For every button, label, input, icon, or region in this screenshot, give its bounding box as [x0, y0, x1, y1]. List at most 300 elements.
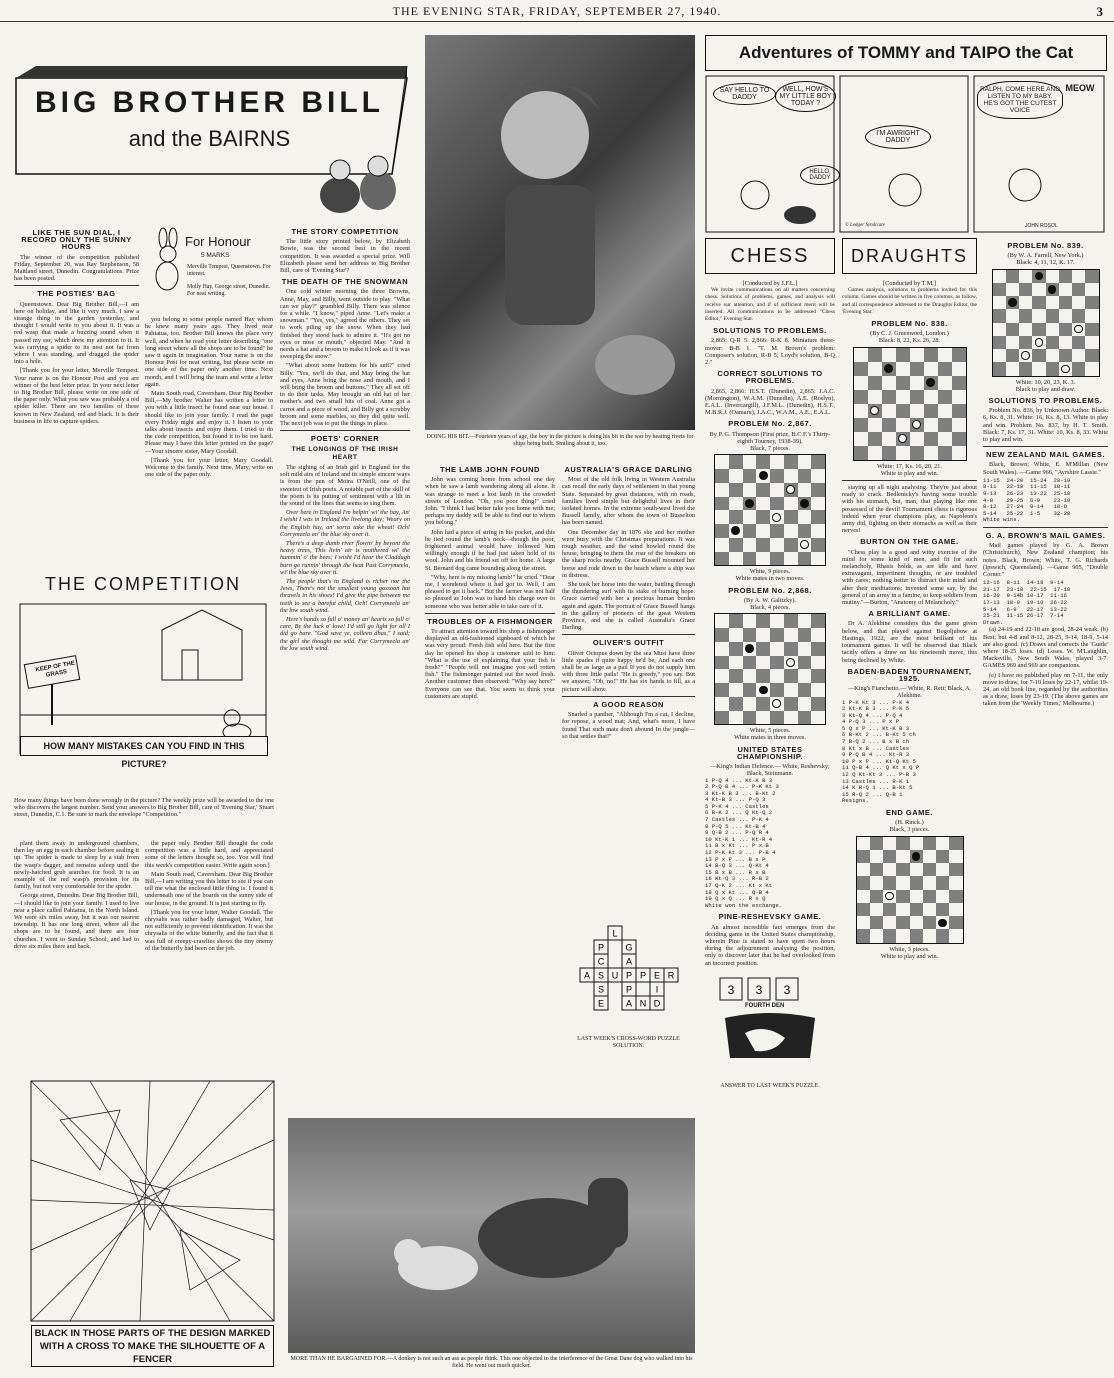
- crossword-letter: E: [653, 970, 661, 981]
- board-square: [743, 697, 757, 711]
- board-square: [798, 697, 812, 711]
- board-square: [870, 916, 883, 929]
- board-square: [1059, 349, 1072, 362]
- grace-heading: AUSTRALIA'S GRACE DARLING: [564, 465, 693, 474]
- board-square: [952, 390, 966, 404]
- draughts-board-1: [853, 347, 967, 461]
- board-square: [715, 683, 729, 697]
- draughts-p2-black: Black: 4, 11, 12, K. 17.: [1016, 259, 1075, 267]
- photo-boy-rivets: [425, 35, 695, 430]
- den-digit-3: 3: [783, 982, 791, 997]
- board-square: [729, 669, 743, 683]
- board-square: [743, 683, 757, 697]
- board-square: [1046, 323, 1059, 336]
- board-square: [868, 432, 882, 446]
- board-square: [896, 348, 910, 362]
- board-square: [896, 446, 910, 460]
- board-square: [910, 837, 923, 850]
- board-square: [715, 510, 729, 524]
- board-square: [924, 418, 938, 432]
- board-square: [896, 903, 909, 916]
- board-square: [1059, 283, 1072, 296]
- board-square: [1032, 349, 1045, 362]
- board-square: [910, 404, 924, 418]
- board-square: [854, 348, 868, 362]
- chess-p1-white: White, 9 pieces.: [749, 568, 791, 576]
- board-square: [924, 348, 938, 362]
- board-square: [896, 837, 909, 850]
- board-square: [938, 404, 952, 418]
- board-square: [870, 903, 883, 916]
- board-square: [1032, 309, 1045, 322]
- board-square: [910, 929, 923, 942]
- board-square: [910, 376, 924, 390]
- masthead: [0, 4, 1114, 22]
- board-piece: [1061, 365, 1069, 373]
- board-square: [882, 376, 896, 390]
- board-square: [868, 404, 882, 418]
- fourth-den-puzzle: [715, 973, 825, 1083]
- board-square: [1046, 283, 1059, 296]
- board-square: [811, 483, 825, 497]
- board-square: [993, 336, 1006, 349]
- board-square: [883, 837, 896, 850]
- board-square: [784, 552, 798, 566]
- board-square: [924, 404, 938, 418]
- board-square: [811, 628, 825, 642]
- chess-endgame-by: (H. Rinck.): [895, 819, 924, 827]
- irish-p5: Here's hands so full o' money an' hearts so full o' care, By the luck o' love! I'd still go light for all I did go bare. "God save ye, colleen dhas," I said; the girl she thought me wild. Far Corrymeela an' the low south wind.: [280, 615, 410, 652]
- competition-banner: HOW MANY MISTAKES CAN YOU FIND IN THIS PICTURE?: [20, 736, 268, 756]
- board-square: [854, 362, 868, 376]
- draughts-p2-heading: PROBLEM No. 839.: [1007, 241, 1084, 250]
- board-piece: [786, 485, 795, 494]
- rabbit-icon: [145, 228, 185, 298]
- board-square: [729, 538, 743, 552]
- board-square: [883, 890, 896, 903]
- poets-heading: POETS' CORNER: [310, 434, 380, 444]
- board-square: [923, 863, 936, 876]
- board-square: [715, 469, 729, 483]
- draughts-p1-black: Black: 8, 22, Ks. 26, 28.: [878, 337, 941, 345]
- board-square: [729, 711, 743, 725]
- board-square: [811, 614, 825, 628]
- board-square: [770, 711, 784, 725]
- board-square: [1006, 336, 1019, 349]
- draughts-p1-by: (By C. J. Greenword, London.): [870, 330, 949, 338]
- chess-p2-by: (By A. W. Galitzky).: [743, 596, 797, 604]
- board-square: [923, 876, 936, 889]
- lower-p4: Main South road, Caversham. Dear Big Brother Bill,—I am writing you this letter to see if you can tell me what the enclosed little thing is. I found it underneath one of the boards on the sunny side of our house, in the ground. It is just starting to fly.: [145, 870, 273, 907]
- keep-off-sign: KEEP OF THE GRASS: [35, 660, 76, 679]
- board-square: [910, 850, 923, 863]
- board-square: [770, 497, 784, 511]
- honour-entry-2: Molly Hay, George street, Dunedin. For neat writing.: [187, 284, 271, 297]
- draughts-p2-white: White: 10, 20, 23, K. 3.: [1015, 378, 1076, 386]
- board-square: [1059, 336, 1072, 349]
- board-square: [1085, 323, 1098, 336]
- board-square: [1032, 362, 1045, 375]
- comic-bubble-4: HELLO, DADDY: [800, 165, 840, 185]
- board-piece: [759, 471, 768, 480]
- board-square: [743, 711, 757, 725]
- comic-bubble-2: WELL, HOW'S MY LITTLE BOY TODAY ?: [775, 81, 836, 112]
- board-square: [1006, 362, 1019, 375]
- board-square: [798, 656, 812, 670]
- board-square: [715, 642, 729, 656]
- chess-header: [705, 238, 835, 274]
- board-square: [952, 404, 966, 418]
- board-square: [743, 669, 757, 683]
- board-square: [798, 711, 812, 725]
- board-piece: [745, 499, 754, 508]
- board-square: [882, 404, 896, 418]
- board-square: [910, 876, 923, 889]
- chess-endgame-black: Black, 3 pieces.: [889, 826, 930, 834]
- board-square: [1019, 349, 1032, 362]
- comic-bubble-5: RALPH, COME HERE AND LISTEN TO MY BABY. HE'S GOT THE CUTEST VOICE: [977, 81, 1063, 119]
- board-square: [1085, 283, 1098, 296]
- board-square: [1006, 296, 1019, 309]
- board-square: [936, 890, 949, 903]
- chess-correct: 2,865, 2,866: H.S.T. (Dunedin), 2,865: J.A.C. (Mornington), W.A.M. (Dunedin), A.E. (Roslyn), E.A.L. (Invercargill), J.F.M.L. (Dunedin), H.S.T., M.B.R.J. (Oamaru), J.A.C., W.A.M., A.E., E.A.L.: [705, 387, 835, 417]
- board-square: [910, 390, 924, 404]
- board-square: [770, 683, 784, 697]
- board-square: [924, 376, 938, 390]
- board-square: [924, 446, 938, 460]
- board-square: [896, 390, 910, 404]
- board-square: [743, 642, 757, 656]
- board-square: [883, 863, 896, 876]
- draughts-intro: Games analysis, solutions to problems invited for this column. Games should be written in five columns, as follow, and all correspondence addressed to the Draughts Editor, the 'Evening Star.': [842, 287, 977, 315]
- crossword-letter: A: [583, 970, 591, 981]
- board-square: [868, 418, 882, 432]
- draughts-brown-text: Mail games played by G. A. Brown (Christchurch), New Zealand champion; his notes. Black, Brown; White, T. G. Richards (Ipswich, Queensland). —Game 905, "Double Corner.": [983, 542, 1108, 579]
- middle-column-1: [425, 462, 555, 862]
- honour-box: [145, 228, 273, 308]
- board-square: [811, 552, 825, 566]
- board-square: [798, 628, 812, 642]
- draughts-p2-by: (By W. A. Farrell, New York.): [1007, 252, 1084, 260]
- board-square: [798, 469, 812, 483]
- board-square: [798, 538, 812, 552]
- board-square: [870, 876, 883, 889]
- board-square: [896, 850, 909, 863]
- board-square: [923, 837, 936, 850]
- irish-p4: The people that's in England is richer nor the Jews, There's not the smallest young gossoon but thravels in his shoes! I'd give the pipe between me teeth to see a barefut child, Och! Corrymeela an' the low south wind.: [280, 577, 410, 614]
- board-square: [910, 362, 924, 376]
- board-square: [854, 432, 868, 446]
- board-square: [896, 863, 909, 876]
- comic-title: Adventures of TOMMY and TAIPO the Cat: [705, 35, 1107, 71]
- board-square: [715, 614, 729, 628]
- board-square: [882, 432, 896, 446]
- sunny-text: The winner of the competition published Friday, September 20, was Ray Stephenson, 58 Maitland street, Dunedin. Congratulations. Prize has been posted.: [14, 253, 139, 283]
- board-square: [854, 446, 868, 460]
- board-square: [938, 362, 952, 376]
- chess-p1-by: By P. G. Thompson (First prize, B.C.F.'s Thirty-eighth Tourney, 1938-39).: [709, 430, 831, 445]
- board-square: [936, 850, 949, 863]
- board-square: [857, 890, 870, 903]
- board-square: [1046, 270, 1059, 283]
- board-square: [729, 614, 743, 628]
- board-piece: [1035, 272, 1043, 280]
- board-piece: [1048, 285, 1056, 293]
- board-square: [1032, 323, 1045, 336]
- board-piece: [938, 919, 946, 927]
- bbb-title: BIG BROTHER BILL: [35, 86, 384, 119]
- lower-p3: the paper only. Brother Bill thought the code competition was a little hard, and appreciated some of the letters thought so, too. You will find this week's competition easier. Write again soon.]: [145, 840, 273, 869]
- board-square: [1085, 336, 1098, 349]
- board-square: [729, 683, 743, 697]
- crossword-letter: S: [597, 970, 605, 981]
- board-square: [756, 683, 770, 697]
- chess-brilliant-heading: A BRILLIANT GAME.: [868, 609, 951, 619]
- board-square: [857, 850, 870, 863]
- board-piece: [1008, 298, 1016, 306]
- board-square: [924, 432, 938, 446]
- board-square: [936, 903, 949, 916]
- board-square: [1006, 323, 1019, 336]
- board-square: [1072, 270, 1085, 283]
- board-square: [715, 538, 729, 552]
- chess-endgame-task: White to play and win.: [880, 952, 939, 960]
- board-square: [1085, 296, 1098, 309]
- board-square: [811, 538, 825, 552]
- board-square: [936, 929, 949, 942]
- draughts-p1-white: White: 17, Ks. 16, 20, 21.: [876, 462, 943, 470]
- competition-box: [12, 530, 274, 790]
- board-square: [1085, 309, 1098, 322]
- board-square: [1059, 362, 1072, 375]
- chess-pine-text: An almost incredible fact emerges from the deciding game in the United States championship, wherein Pine is stated to have spent two hours during the adjournment analysing the position, only to discover later that he had overlooked from an incorrect position.: [705, 923, 835, 967]
- board-square: [910, 348, 924, 362]
- troubles-text: To attract attention toward his shop a fishmonger displayed an old-fashioned signboard of which he was very proud: Fresh fish sold here. But the first day he opened his shop a customer said to him: "What is the use of explaining that your fish is fresh?" "People will not imagine you sell rotten fish." The fishmonger painted out the word fresh. Another customer then observed: "Why say here?" Everyone can see that. You seem to think your customers are stupid.: [425, 628, 555, 700]
- board-square: [896, 916, 909, 929]
- board-square: [883, 916, 896, 929]
- board-square: [798, 614, 812, 628]
- chess-p1-black: Black, 7 pieces.: [750, 445, 790, 453]
- board-square: [743, 455, 757, 469]
- crossword-letter: L: [612, 928, 618, 939]
- board-square: [1085, 362, 1098, 375]
- board-square: [729, 483, 743, 497]
- board-square: [715, 628, 729, 642]
- board-square: [993, 323, 1006, 336]
- chess-usa-moves: 1 P-Q 4 ... Kt-K B 3 2 P-Q B 4 ... P-K Kt 3 3 Kt-K B 3 ... B-Kt 2 4 Kt-B 3 ... P-Q 3 5 P-K 4 ... Castles 6 B-K 2 ... Q Kt-Q 2 7 Castles ... P-K 4 8 P-Q 5 ... Kt-B 4 9 Q-B 2 ... P-Q R 4 10 Kt-K 1 ... Kt-R 4 11 B x Kt ... P x B 12 P-K Kt 3 ... P-B 4 13 P x P ... B x P 14 B-Q 3 ... Q-Kt 4 15 B x B ... R x B 16 Kt-Q 3 ... R-B 2 17 Q-K 2 ... Kt x Kt 18 Q x Kt ... Q-B 4 19 Q x Q ... R x Q White won the exchange.: [705, 776, 783, 909]
- draughts-nz-moves: 11-15 24-20 15-24 28-19 8-11 22-18 11-15 18-11 9-13 26-23 13-22 25-18 4-8 29-25 6-9 23-19 8-12 27-24 9-14 18-9 5-14 25-22 1-5 32-28 White wins.: [983, 476, 1071, 524]
- board-square: [896, 929, 909, 942]
- board-square: [949, 903, 962, 916]
- board-square: [936, 863, 949, 876]
- chess-correct-heading: CORRECT SOLUTIONS TO PROBLEMS.: [717, 369, 823, 386]
- board-square: [756, 669, 770, 683]
- snowman-p2: "What about some buttons for his suit?" cried Billy. "Yes, we'll do that, and May bring the hat and eyes, Anne bring the nose and mouth, and I will bring the broom and buttons." They all set off to do their tasks. May brought an old hat of her mother's and two small bits of coal. Anne got a carrot and a piece of wood, and Billy got a scrubby broom and some marbles, so they did quite well. The next job was to put the things in place.: [280, 362, 410, 428]
- board-piece: [800, 540, 809, 549]
- board-square: [770, 697, 784, 711]
- board-square: [854, 404, 868, 418]
- board-square: [743, 497, 757, 511]
- board-square: [756, 697, 770, 711]
- board-square: [923, 890, 936, 903]
- board-square: [1046, 296, 1059, 309]
- board-square: [715, 669, 729, 683]
- irish-p3: There's a deep dumb river flowin' by beyont the heavy trees, This livin' air is moithered wi' the hummin' o' the bees; I wisht I'd hear the Claddagh burn go runnin' through the heat Past Corrymeela, wi' the blue sky over it.: [280, 539, 410, 576]
- den-label: FOURTH DEN: [745, 1002, 785, 1009]
- board-piece: [731, 526, 740, 535]
- board-square: [1072, 283, 1085, 296]
- board-square: [1006, 309, 1019, 322]
- story-intro: The little story printed below, by Elizabeth Bowie, was the second best in the recent competition. It was awarded a special prize. Will Elizabeth please send her address to Big Brother Bill, care of 'Evening Star'?: [280, 238, 410, 275]
- lower-column-2: [145, 840, 273, 1070]
- middle-column-2: [562, 462, 695, 862]
- board-square: [1059, 309, 1072, 322]
- board-square: [949, 837, 962, 850]
- fencer-design-puzzle: [30, 1080, 275, 1370]
- board-square: [896, 876, 909, 889]
- board-square: [798, 483, 812, 497]
- board-square: [743, 552, 757, 566]
- board-square: [1046, 349, 1059, 362]
- chess-baden-heading: BADEN-BADEN TOURNAMENT, 1925.: [847, 666, 972, 683]
- draughts-notes: (a) 24-19 and 22-18 are good, 28-24 weak. (b) Best; but 4-8 and 8-12, 28-25, 9-14, 18-9, 5-14 are also good. (c) Draws and corrects the 'Guide' where 18-25 loses. (d) Loses. W. M'Laughlin, Macksville, New South Wales, played 3-7. GAMES 969 and 969 are companions.: [983, 626, 1108, 670]
- chess-p1-heading: PROBLEM No. 2,867.: [728, 419, 812, 429]
- board-square: [923, 929, 936, 942]
- lower-column-1: [14, 840, 139, 1070]
- lamb-heading: THE LAMB JOHN FOUND: [440, 465, 540, 474]
- board-square: [784, 469, 798, 483]
- board-square: [1072, 309, 1085, 322]
- story-heading: THE STORY COMPETITION: [291, 227, 399, 236]
- board-square: [770, 538, 784, 552]
- board-square: [1019, 296, 1032, 309]
- board-square: [993, 270, 1006, 283]
- bbb-column-2: [145, 316, 273, 526]
- photo-donkey-dog: [288, 1118, 695, 1353]
- board-square: [798, 683, 812, 697]
- board-square: [896, 376, 910, 390]
- board-square: [715, 497, 729, 511]
- board-square: [729, 524, 743, 538]
- crossword-solution: [562, 922, 695, 1052]
- board-square: [924, 390, 938, 404]
- board-piece: [885, 892, 893, 900]
- chess-baden-sub: —King's Fianchetto.— White, R. Reti; Black, A. Alekhine.: [847, 685, 972, 700]
- crossword-letter: R: [667, 970, 675, 981]
- lamb-p3: "Why, here is my missing lamb!" he cried. "Dear me, I wondered where it had got to. Well, I am pleased to get it back." But the farmer was not half so pleased as John was to hand his charge over to someone who was better able to take care of it.: [425, 573, 555, 610]
- board-square: [938, 432, 952, 446]
- crossword-letter: N: [639, 998, 647, 1009]
- lower-p2: George street, Dunedin. Dear Big Brother Bill,—I should like to join your family. I used to live near a place called Pahiatua, in the North Island. We were six miles away, but it was our nearest township. It has one long street, where all the shops are to be found, and there are four churches. I went to Sunday School, and had to drive six miles there and back.: [14, 892, 139, 950]
- grace-p3: She took her horse into the water, battling through the thundering surf with its stake of burning hope. Grace carried with her a precious human burden again and again. The portrait of Grace Bussell hangs in the gallery of pioneers of the great Western Province, and she is called Australia's Grace Darling.: [562, 581, 695, 632]
- reason-heading: A GOOD REASON: [593, 699, 664, 709]
- board-square: [910, 432, 924, 446]
- board-square: [756, 614, 770, 628]
- draughts-conducted: [Conducted by T.M.]: [883, 280, 936, 287]
- board-square: [770, 455, 784, 469]
- board-square: [1072, 323, 1085, 336]
- board-square: [784, 510, 798, 524]
- board-square: [1046, 336, 1059, 349]
- board-square: [770, 510, 784, 524]
- board-square: [870, 850, 883, 863]
- board-square: [729, 469, 743, 483]
- board-square: [729, 552, 743, 566]
- board-square: [854, 376, 868, 390]
- bbb-subtitle: and the BAIRNS: [128, 126, 291, 151]
- board-square: [1046, 309, 1059, 322]
- reason-text: Snarled a panther, "Although I'm a cat, I decline, for repose, a wood mat; And, what's more, I have found That such mats don't abound In the jungle—so that settles that!": [562, 711, 695, 740]
- board-square: [936, 837, 949, 850]
- board-square: [798, 669, 812, 683]
- competition-text: How many things have been done wrongly in the picture? The weekly prize will be awarded to the one who discovers the largest number. Send your answers to Big Brother Bill, care of 'Evening Star,' Stuart street, Dunedin, C.1. Be sure to mark the envelope "Competition.": [14, 797, 274, 819]
- board-piece: [912, 852, 920, 860]
- main-south-letter: Main South road, Caversham. Dear Big Brother Bill,—My brother Walter has written a letter to you with a little insect he found near our house. I should like to join your family. I read the page every Friday night and enjoy it. I listen to your talks about insects and enjoy them. I tried to do the code competition, but found it to be too hard. Please may I have this letter printed on the page?—Your sincere sister, Mary Goodall.: [145, 390, 273, 455]
- chess-board-endgame: [856, 836, 964, 944]
- board-square: [756, 469, 770, 483]
- board-square: [896, 362, 910, 376]
- chess-baden-moves: 1 P-K Kt 3 ... P-K 4 2 Kt-K B 3 ... P-K 5 3 Kt-Q 4 ... P-Q 4 4 P-Q 3 ... P x P 5 Q x P ... Kt-K B 3 6 B-Kt 2 ... B-Kt 5 ch 7 B-Q 2 ... B x B ch 8 Kt x B ... Castles 9 P-Q B 4 ... Kt-R 3 10 P x P ... Kt-Q Kt 5 11 Q-B 4 ... Q Kt x Q P 12 Q Kt-Kt 3 ... P-B 3 13 Castles ... R-K 1 14 K R-Q 1 ... B-Kt 5 15 R-Q 2 ... Q-B 1 Resigns.: [842, 698, 920, 805]
- board-square: [811, 683, 825, 697]
- board-square: [811, 510, 825, 524]
- board-piece: [772, 513, 781, 522]
- board-square: [938, 390, 952, 404]
- board-square: [993, 362, 1006, 375]
- board-square: [883, 929, 896, 942]
- board-square: [1019, 336, 1032, 349]
- board-square: [936, 876, 949, 889]
- masthead-text: THE EVENING STAR, FRIDAY, SEPTEMBER 27, 1940.: [392, 4, 722, 18]
- crossword-letter: G: [625, 942, 633, 953]
- main-south-reply: [Thank you for your letter, Mary Goodall. Welcome to the family. Next time, Mary, write on one side of the paper only.: [145, 456, 273, 479]
- comic-bubble-3: I'M AWRIGHT DADDY: [865, 125, 931, 149]
- board-square: [811, 455, 825, 469]
- draughts-nz-heading: NEW ZEALAND MAIL GAMES.: [986, 450, 1105, 460]
- board-square: [1046, 362, 1059, 375]
- comic-bubble-6: MEOW: [1065, 83, 1095, 93]
- board-square: [1059, 296, 1072, 309]
- board-square: [923, 916, 936, 929]
- comic-artist: JOHN ROSOL: [1025, 223, 1058, 229]
- board-square: [993, 309, 1006, 322]
- board-square: [949, 863, 962, 876]
- board-square: [784, 614, 798, 628]
- board-square: [811, 711, 825, 725]
- chess-p1-task: White mates in two moves.: [735, 575, 805, 583]
- board-square: [784, 628, 798, 642]
- board-piece: [884, 364, 893, 373]
- board-square: [1072, 296, 1085, 309]
- board-square: [715, 697, 729, 711]
- draughts-final: (e) I have no published play on 7-11, the only move to draw, for 7-10 loses by 22-17, whilst 19-24, an old book line, regarded by the authorities as a draw, loses by 23-19. (The above games are taken from the 'Weekly Times,' Melbourne.): [983, 671, 1108, 708]
- draughts-header: [842, 238, 977, 274]
- board-square: [1072, 362, 1085, 375]
- board-square: [868, 376, 882, 390]
- you-belong-text: you belong to some people named Hay whom he knew many years ago. They lived near Pahiatua, too. Brother Bill knows the place very well, and when he read your letter describing "one long street where all the shops are to be found" he saw it again in imagination. Your name is on the Honour Post for neat writing, but please write on one side of the paper only another time. Next month, and I will bring the team and write a letter again.: [145, 316, 273, 388]
- oliver-heading: OLIVER'S OUTFIT: [592, 638, 665, 648]
- board-square: [883, 903, 896, 916]
- board-square: [923, 903, 936, 916]
- crossword-caption: LAST WEEK'S CROSS-WORD PUZZLE SOLUTION.: [577, 1036, 680, 1049]
- board-square: [756, 455, 770, 469]
- postie-p2: [Thank you for your letter, Merville Tempest. Your name is on the Honour Post and you are winner of the best letter prize. In your next letter to Big Brother Bill, please write on one side of the paper only. What you saw was probably a red spider killer. There are two families of these known in New Zealand, red and black. It is their business in life to capture spiders.: [14, 367, 139, 425]
- board-square: [715, 524, 729, 538]
- chess-p2-white: White, 5 pieces.: [749, 727, 791, 735]
- sunny-heading: LIKE THE SUN DIAL, I RECORD ONLY THE SUNNY HOURS: [21, 228, 132, 252]
- board-square: [952, 418, 966, 432]
- board-square: [743, 538, 757, 552]
- board-square: [854, 390, 868, 404]
